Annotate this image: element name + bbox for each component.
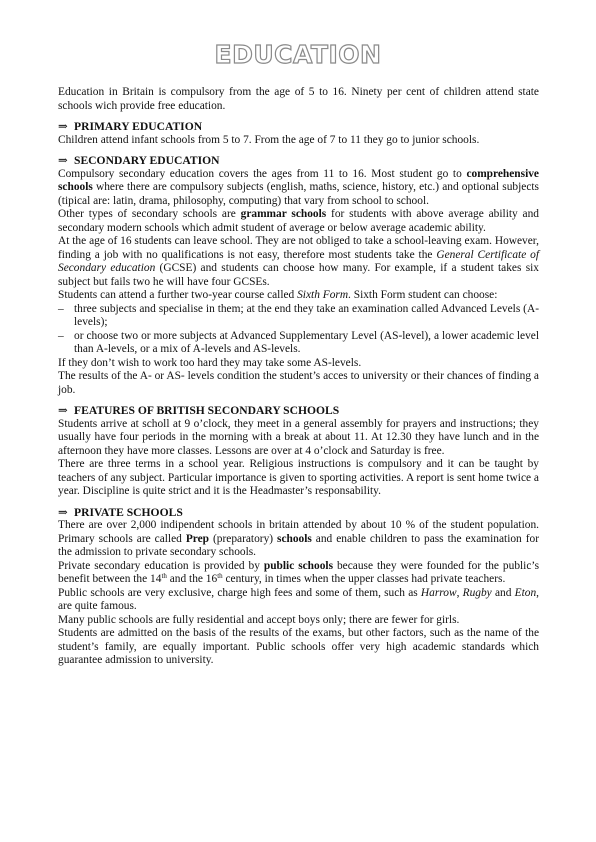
text-run: (GCSE) and students can choose how many. For example, if a student takes six subject but fails two he will have four GCSEs. <box>58 262 539 288</box>
arrow-right-icon: ⇒ <box>58 505 68 519</box>
bold-term: public schools <box>263 559 334 572</box>
bold-term: schools <box>277 532 312 545</box>
secondary-paragraph-6: The results of the A- or AS- levels condition the student’s acces to university or their chances of finding a job. <box>58 370 539 396</box>
list-item-text: or choose two or more subjects at Advanced Supplementary Level (AS-level), a lower academic level than A-levels, or a mix of A-levels and AS-levels. <box>74 329 539 355</box>
section-heading-text: PRIMARY EDUCATION <box>74 120 203 133</box>
dash-bullet: – <box>58 329 64 342</box>
arrow-right-icon: ⇒ <box>58 154 68 167</box>
text-run: and <box>491 586 515 599</box>
text-run: for students with above average ability and secondary modern schools which admit student of average or below average academic ability. <box>58 208 539 234</box>
section-heading-primary <box>58 120 539 134</box>
features-paragraph-2: There are three terms in a school year. Religious instructions is compulsory and it can be taught by teachers of any subject. Particular importance is given to sporting activities. A report is sent home twice a year. Discipline is quite strict and it is the Headmaster’s responsability. <box>58 458 539 497</box>
bold-term: Prep <box>185 532 210 545</box>
italic-term: Rugby <box>462 586 492 599</box>
text-run: . Sixth Form student can choose: <box>348 289 498 301</box>
secondary-paragraph-2 <box>58 208 539 235</box>
text-run: century, in times when the upper classes had private teachers. <box>222 573 506 585</box>
dash-bullet: – <box>58 302 64 315</box>
private-paragraph-5: Students are admitted on the basis of the results of the exams, but other factors, such as the name of the student’s family, are equally important. Public schools offer very high academic standards which guarantee admission to university. <box>58 627 539 666</box>
italic-term: Eton <box>514 586 537 599</box>
italic-term: Sixth Form <box>297 289 349 301</box>
text-run: because they were founded for the public’s benefit between the 14 <box>58 559 539 585</box>
secondary-paragraph-5: If they don’t wish to work too hard they may take some AS-levels. <box>58 356 362 369</box>
text-run: , <box>456 586 463 599</box>
section-heading-text: PRIVATE SCHOOLS <box>74 505 183 519</box>
secondary-paragraph-3 <box>58 235 539 289</box>
section-heading-text: SECONDARY EDUCATION <box>74 154 220 167</box>
text-run: Private secondary education is provided by <box>58 559 264 572</box>
bold-term: comprehensive schools <box>58 167 539 193</box>
superscript: th <box>217 572 223 580</box>
document-body <box>58 86 539 668</box>
text-run: where there are compulsory subjects (english, maths, science, history, etc.) and optional subjects (tipical are: latin, drama, philosophy, computing) that vary from school to school. <box>58 181 539 207</box>
private-paragraph-3 <box>58 587 539 614</box>
list-item <box>58 330 539 357</box>
text-run: and enable children to pass the examination for the admission to private secondary schools. <box>58 532 540 558</box>
text-run: , are quite famous. <box>58 586 539 612</box>
secondary-paragraph-1 <box>58 168 539 209</box>
features-paragraph-1: Students arrive at scholl at 9 o’clock, they meet in a general assembly for prayers and instructions; they usually have four periods in the morning with a break at about 11. At 12.30 they have lunch and in the afternoon they have more classes. Lessons are over at 4 o’clock and Saturday is free. <box>58 417 539 457</box>
arrow-right-icon: ⇒ <box>58 120 68 133</box>
list-item <box>58 303 539 330</box>
text-run: Public schools are very exclusive, charge high fees and some of them, such as <box>58 586 421 599</box>
text-run: Other types of secondary schools are <box>58 208 241 220</box>
private-paragraph-2 <box>58 560 539 587</box>
italic-term: Harrow <box>420 586 457 599</box>
secondary-paragraph-4 <box>58 289 539 303</box>
text-run: and the 16 <box>166 573 218 585</box>
section-heading-private <box>58 506 539 520</box>
superscript: th <box>161 572 167 580</box>
list-item-text: three subjects and specialise in them; at the end they take an examination called Advanced Levels (A-levels); <box>74 302 539 328</box>
section-heading-text: FEATURES OF BRITISH SECONDARY SCHOOLS <box>74 404 340 417</box>
page-title: EDUCATION <box>214 40 382 69</box>
section-heading-features <box>58 404 539 418</box>
private-paragraph-1 <box>58 519 539 560</box>
text-run: There are over 2,000 indipendent schools in britain attended by about 10 % of the student population. Primary schools are called <box>58 519 539 545</box>
arrow-right-icon: ⇒ <box>58 404 68 417</box>
text-run: (preparatory) <box>209 532 278 545</box>
primary-paragraph: Children attend infant schools from 5 to 7. From the age of 7 to 11 they go to junior schools. <box>58 133 480 146</box>
text-run: Compulsory secondary education covers the ages from 11 to 16. Most student go to <box>58 167 467 180</box>
section-heading-secondary <box>58 154 539 168</box>
bold-term: grammar schools <box>240 208 327 220</box>
text-run: At the age of 16 students can leave school. They are not obliged to take a school-leaving exam. However, finding a job with no qualifications is not easy, therefore most students take the <box>58 235 539 261</box>
private-paragraph-4: Many public schools are fully residential and accept boys only; there are fewer for girls. <box>58 613 460 626</box>
intro-paragraph: Education in Britain is compulsory from the age of 5 to 16. Ninety per cent of children attend state schools wich provide free education. <box>58 86 539 112</box>
italic-term: General Certificate of Secondary education <box>58 248 539 274</box>
text-run: Students can attend a further two-year course called <box>58 289 298 301</box>
